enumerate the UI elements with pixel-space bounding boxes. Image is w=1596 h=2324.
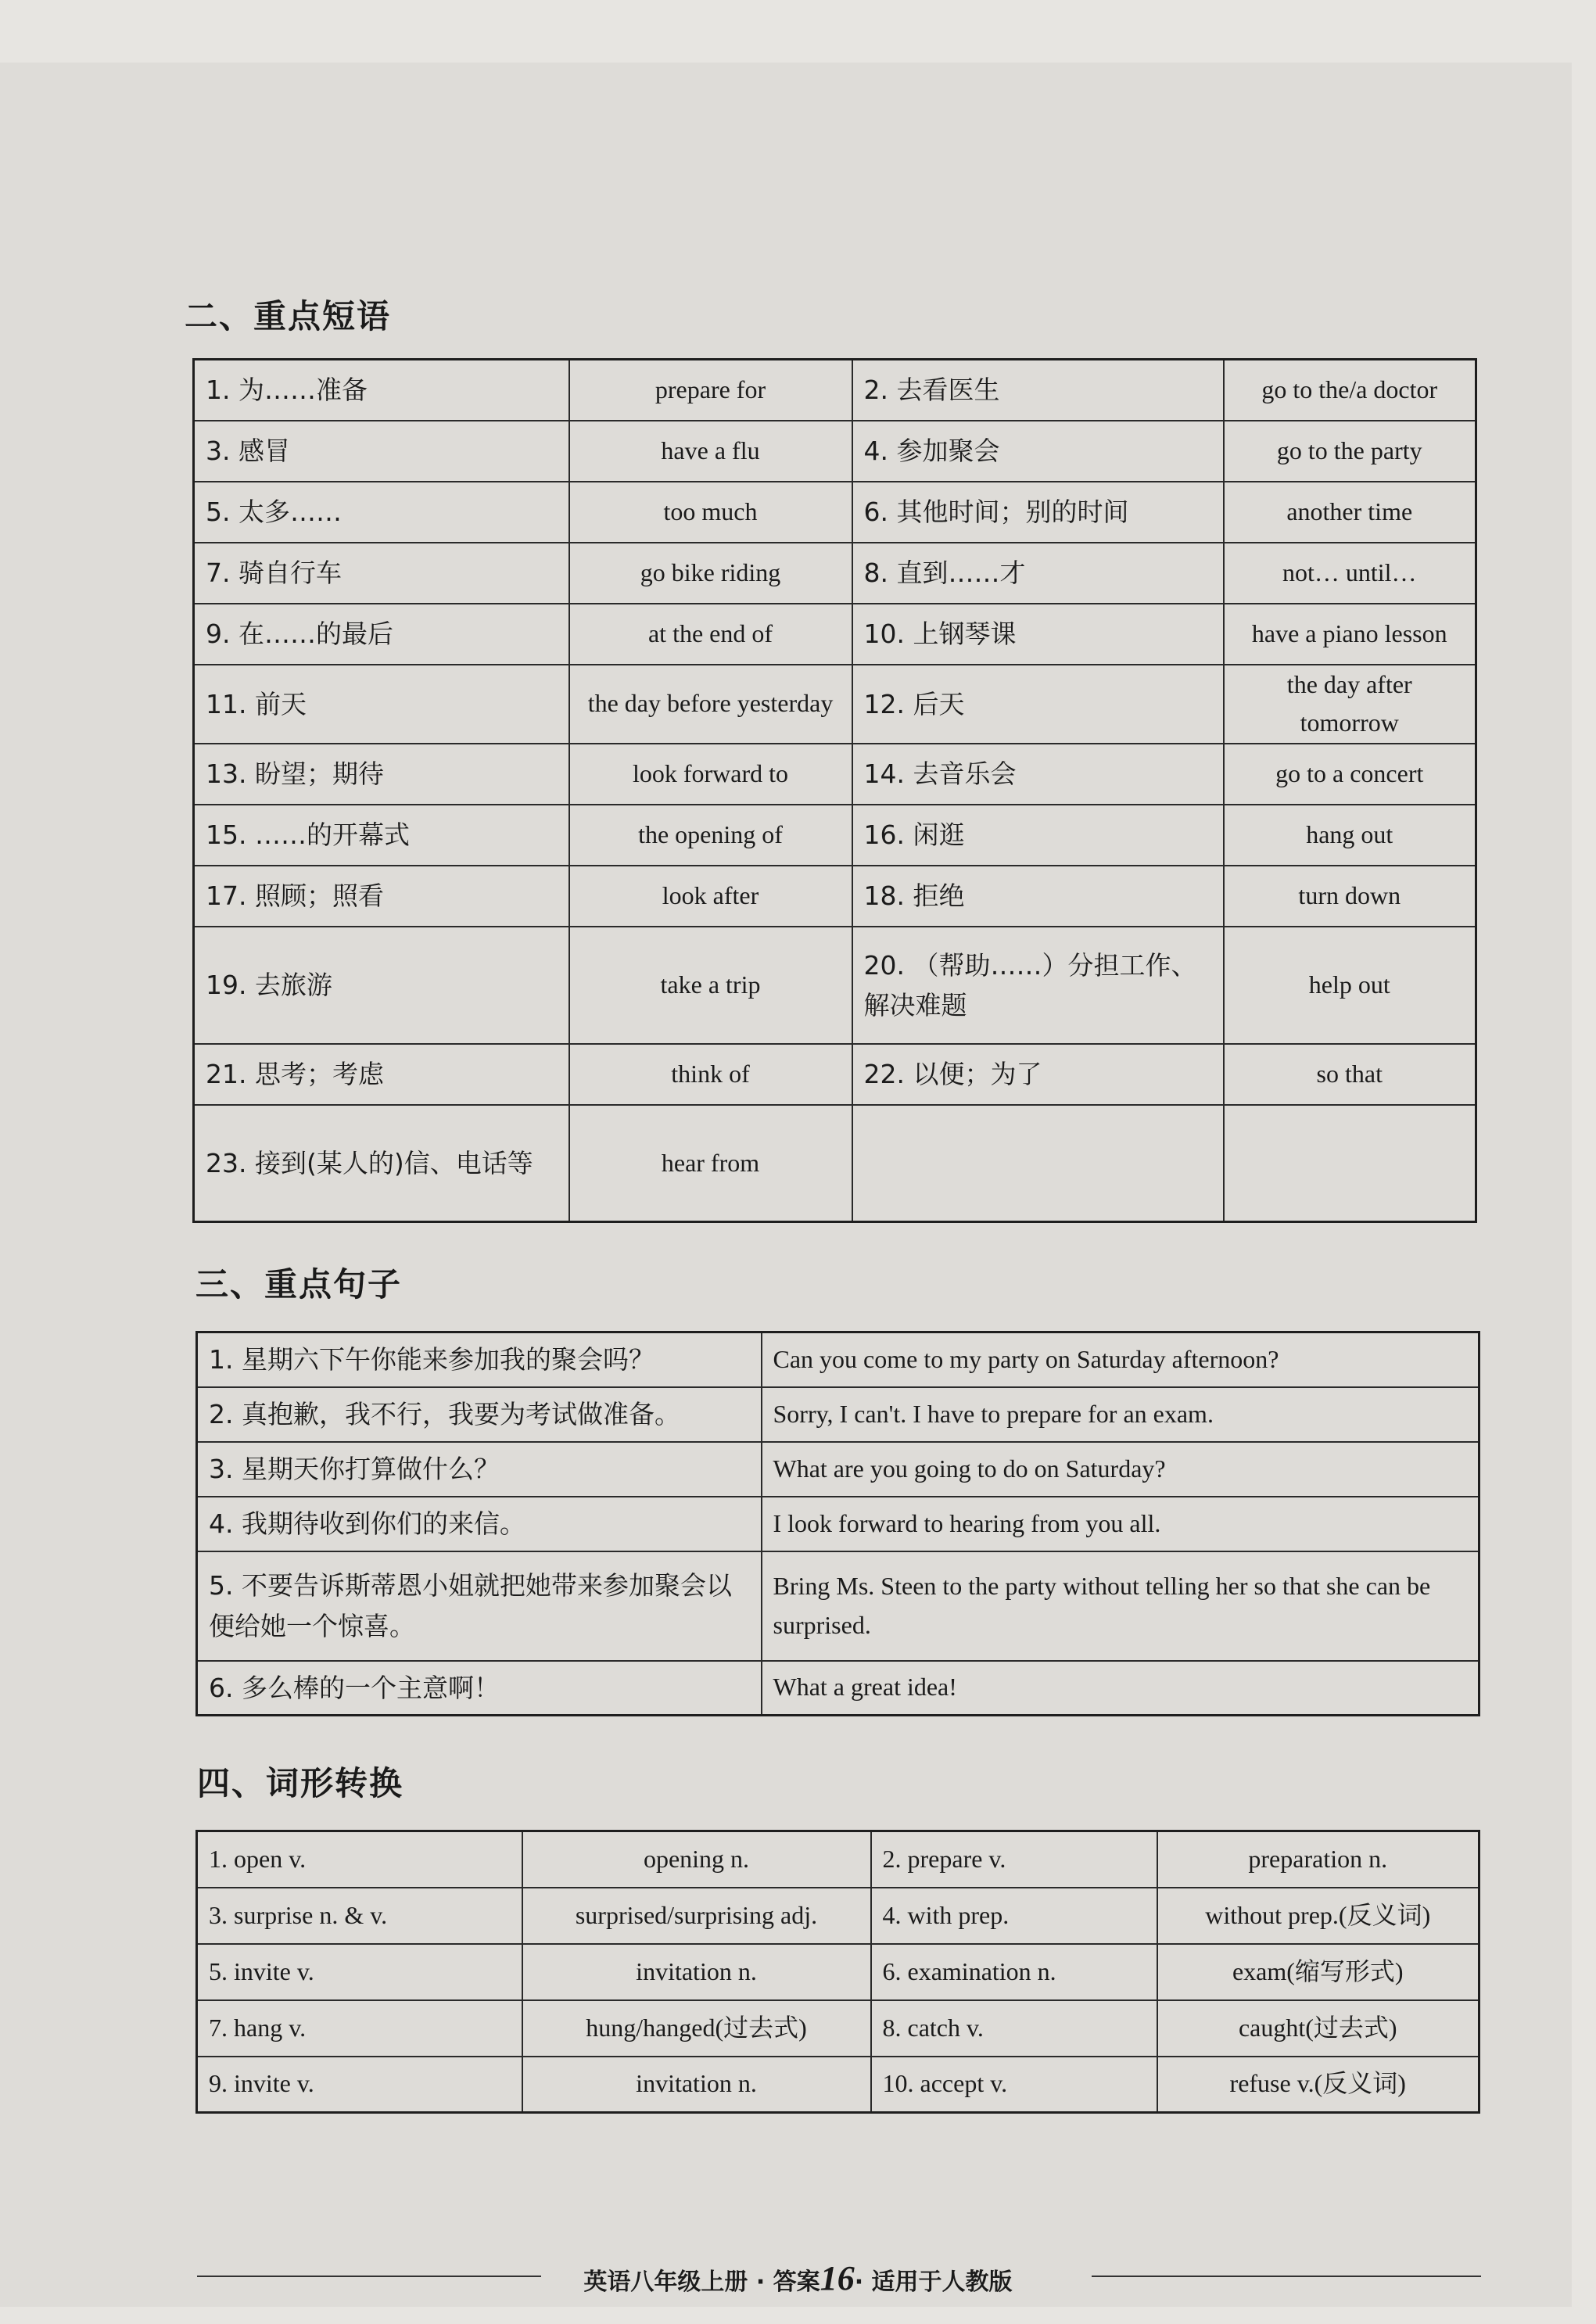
table-cell: caught(过去式) [1157, 2000, 1479, 2057]
table-cell: 6. 多么棒的一个主意啊！ [197, 1661, 762, 1716]
footer-edition: · 适用于人教版 [854, 2268, 1013, 2296]
table-cell: 12. 后天 [852, 665, 1224, 744]
table-cell: 10. 上钢琴课 [852, 604, 1224, 665]
table-cell: 11. 前天 [194, 665, 569, 744]
table-cell: 3. 星期天你打算做什么？ [197, 1442, 762, 1497]
table-row [194, 482, 1476, 543]
sentences-table [195, 1331, 1480, 1716]
table-cell: 1. 星期六下午你能来参加我的聚会吗？ [197, 1332, 762, 1387]
table-cell: What a great idea! [762, 1661, 1479, 1716]
table-cell: think of [569, 1044, 852, 1105]
table-row [197, 1387, 1479, 1442]
table-cell: not… until… [1224, 543, 1476, 604]
table-cell [852, 1105, 1224, 1222]
table-cell: 16. 闲逛 [852, 805, 1224, 866]
table-cell: invitation n. [522, 1944, 871, 2000]
table-cell: 9. 在……的最后 [194, 604, 569, 665]
table-row [197, 2000, 1479, 2057]
table-cell: 20. （帮助……）分担工作、解决难题 [852, 927, 1224, 1044]
section-title-word-forms: 四、词形转换 [197, 1764, 404, 1802]
table-row [194, 866, 1476, 927]
table-row [194, 1044, 1476, 1105]
page-number: 16 [820, 2259, 855, 2297]
section-title-sentences: 三、重点句子 [195, 1265, 403, 1304]
table-cell: opening n. [522, 1831, 871, 1888]
table-cell: go to a concert [1224, 744, 1476, 805]
table-cell: 19. 去旅游 [194, 927, 569, 1044]
table-cell: look forward to [569, 744, 852, 805]
table-cell: 3. 感冒 [194, 421, 569, 482]
table-row [197, 1944, 1479, 2000]
table-cell: 5. 不要告诉斯蒂恩小姐就把她带来参加聚会以便给她一个惊喜。 [197, 1551, 762, 1661]
table-cell: too much [569, 482, 852, 543]
table-cell: hang out [1224, 805, 1476, 866]
table-row [197, 1442, 1479, 1497]
table-cell: go bike riding [569, 543, 852, 604]
table-row [194, 604, 1476, 665]
table-cell: 18. 拒绝 [852, 866, 1224, 927]
table-cell: 2. 去看医生 [852, 360, 1224, 421]
table-cell: prepare for [569, 360, 852, 421]
table-cell: 5. 太多…… [194, 482, 569, 543]
table-cell: 1. 为……准备 [194, 360, 569, 421]
table-cell: 5. invite v. [197, 1944, 522, 2000]
table-cell: take a trip [569, 927, 852, 1044]
table-cell: hung/hanged(过去式) [522, 2000, 871, 2057]
table-cell: turn down [1224, 866, 1476, 927]
table-cell: 2. prepare v. [871, 1831, 1157, 1888]
table-cell: 4. 我期待收到你们的来信。 [197, 1497, 762, 1551]
table-cell: without prep.(反义词) [1157, 1888, 1479, 1944]
table-cell: Can you come to my party on Saturday afternoon? [762, 1332, 1479, 1387]
table-cell: have a flu [569, 421, 852, 482]
table-cell: the day after tomorrow [1224, 665, 1476, 744]
table-cell: go to the party [1224, 421, 1476, 482]
phrases-table [192, 358, 1477, 1223]
table-cell: surprised/surprising adj. [522, 1888, 871, 1944]
table-cell: 10. accept v. [871, 2057, 1157, 2113]
table-cell: 22. 以便；为了 [852, 1044, 1224, 1105]
table-row [194, 543, 1476, 604]
table-cell: 4. with prep. [871, 1888, 1157, 1944]
table-row [197, 1332, 1479, 1387]
table-row [197, 1661, 1479, 1716]
table-cell: preparation n. [1157, 1831, 1479, 1888]
table-cell: another time [1224, 482, 1476, 543]
table-cell: 9. invite v. [197, 2057, 522, 2113]
table-row [197, 1831, 1479, 1888]
table-cell: hear from [569, 1105, 852, 1222]
table-cell: 4. 参加聚会 [852, 421, 1224, 482]
table-cell: 8. 直到……才 [852, 543, 1224, 604]
table-cell: 6. 其他时间；别的时间 [852, 482, 1224, 543]
table-row [194, 927, 1476, 1044]
table-row [197, 1551, 1479, 1661]
table-cell: 2. 真抱歉，我不行，我要为考试做准备。 [197, 1387, 762, 1442]
section-title-phrases: 二、重点短语 [185, 297, 392, 335]
table-cell: 8. catch v. [871, 2000, 1157, 2057]
table-cell: 6. examination n. [871, 1944, 1157, 2000]
table-row [194, 744, 1476, 805]
table-row [194, 805, 1476, 866]
table-cell: exam(缩写形式) [1157, 1944, 1479, 2000]
table-cell: 13. 盼望；期待 [194, 744, 569, 805]
table-cell: look after [569, 866, 852, 927]
table-row [194, 665, 1476, 744]
footer-book-title: 英语八年级上册 · 答案 [583, 2268, 820, 2296]
word-forms-table [195, 1830, 1480, 2114]
table-cell: 21. 思考；考虑 [194, 1044, 569, 1105]
table-cell: the day before yesterday [569, 665, 852, 744]
table-cell: Sorry, I can't. I have to prepare for an exam. [762, 1387, 1479, 1442]
table-cell: I look forward to hearing from you all. [762, 1497, 1479, 1551]
table-cell: 14. 去音乐会 [852, 744, 1224, 805]
table-cell: at the end of [569, 604, 852, 665]
table-cell: 3. surprise n. & v. [197, 1888, 522, 1944]
table-cell: 7. hang v. [197, 2000, 522, 2057]
table-row [194, 1105, 1476, 1222]
table-cell: 1. open v. [197, 1831, 522, 1888]
table-cell: invitation n. [522, 2057, 871, 2113]
table-cell [1224, 1105, 1476, 1222]
table-cell: 17. 照顾；照看 [194, 866, 569, 927]
table-cell: have a piano lesson [1224, 604, 1476, 665]
table-cell: What are you going to do on Saturday? [762, 1442, 1479, 1497]
table-cell: so that [1224, 1044, 1476, 1105]
table-cell: 15. ……的开幕式 [194, 805, 569, 866]
table-row [194, 360, 1476, 421]
table-cell: refuse v.(反义词) [1157, 2057, 1479, 2113]
table-row [197, 1497, 1479, 1551]
table-cell: 7. 骑自行车 [194, 543, 569, 604]
footer [0, 2258, 1596, 2298]
table-cell: help out [1224, 927, 1476, 1044]
table-cell: go to the/a doctor [1224, 360, 1476, 421]
table-row [194, 421, 1476, 482]
table-cell: Bring Ms. Steen to the party without telling her so that she can be surprised. [762, 1551, 1479, 1661]
table-row [197, 1888, 1479, 1944]
table-cell: the opening of [569, 805, 852, 866]
table-row [197, 2057, 1479, 2113]
table-cell: 23. 接到(某人的)信、电话等 [194, 1105, 569, 1222]
